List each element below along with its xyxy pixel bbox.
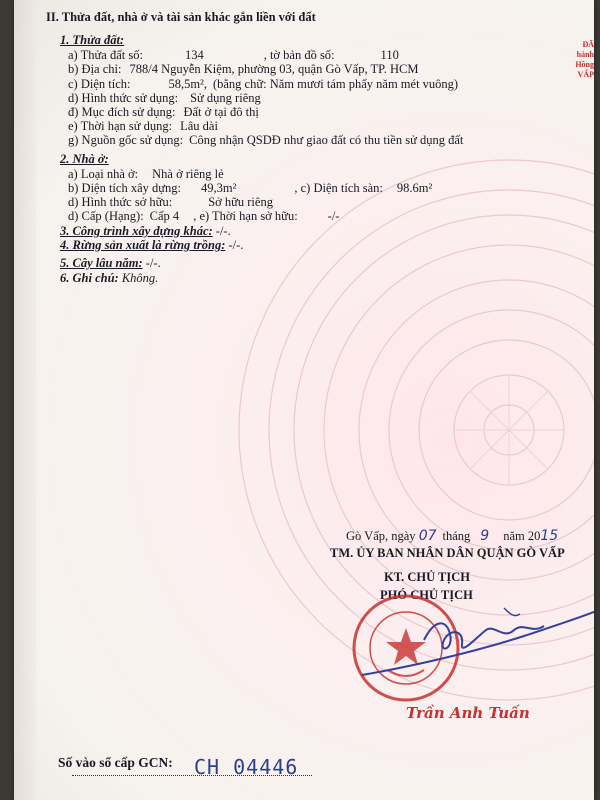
land-purpose-row: đ) Mục đích sử dụng: Đất ở tại đô thị (68, 105, 259, 119)
perennial-row: 5. Cây lâu năm: -/-. (60, 256, 161, 270)
certificate-page (14, 0, 594, 800)
land-usage-form-row: d) Hình thức sử dụng: Sử dụng riêng (68, 91, 261, 105)
land-origin-row: g) Nguồn gốc sử dụng: Công nhận QSDĐ như giao đất có thu tiền sử dụng đất (68, 133, 464, 147)
house-area-row: b) Diện tích xây dựng: 49,3m² , c) Diện tích sàn: 98.6m² (68, 181, 433, 195)
house-heading: 2. Nhà ở: (60, 152, 109, 166)
land-term-row: e) Thời hạn sử dụng: Lâu dài (68, 119, 218, 133)
house-type-row: a) Loại nhà ở: Nhà ở riêng lẻ (68, 167, 224, 181)
forest-row: 4. Rừng sản xuất là rừng trồng: -/-. (60, 238, 244, 252)
other-construction-row: 3. Công trình xây dựng khác: -/-. (60, 224, 231, 238)
on-behalf-line: KT. CHỦ TỊCH (384, 570, 471, 584)
signer-name: Trần Anh Tuấn (406, 704, 530, 722)
notes-row: 6. Ghi chú: Không. (60, 271, 159, 285)
land-area-row: c) Diện tích: 58,5m², (bằng chữ: Năm mươi tám phẩy năm mét vuông) (68, 77, 459, 91)
edge-stamp-fragment: ĐÃ hành Hồng VẤP (575, 40, 594, 79)
authority-line: TM. ỦY BAN NHÂN DÂN QUẬN GÒ VẤP (330, 546, 565, 560)
land-address-row: b) Địa chỉ: 788/4 Nguyễn Kiệm, phường 03, quận Gò Vấp, TP. HCM (68, 62, 419, 76)
land-heading: 1. Thửa đất: (60, 33, 125, 47)
certificate-number-label: Số vào sổ cấp GCN: (58, 755, 173, 770)
house-ownership-row: d) Hình thức sở hữu: Sở hữu riêng (68, 195, 273, 209)
house-grade-row: d) Cấp (Hạng): Cấp 4 , e) Thời hạn sở hữu: -/- (68, 209, 340, 223)
page-edge-shadow (14, 0, 36, 800)
certificate-number-value: CH 04446 (194, 755, 299, 779)
handwritten-signature (354, 600, 594, 680)
signer-title: PHÓ CHỦ TỊCH (380, 588, 473, 602)
section-heading: II. Thửa đất, nhà ở và tài sản khác gắn liền với đất (46, 10, 316, 24)
date-line: Gò Vấp, ngày 07 tháng 9 năm 2015 (346, 528, 559, 544)
land-plot-row: a) Thửa đất số: 134 , tờ bản đồ số: 110 (68, 48, 399, 62)
